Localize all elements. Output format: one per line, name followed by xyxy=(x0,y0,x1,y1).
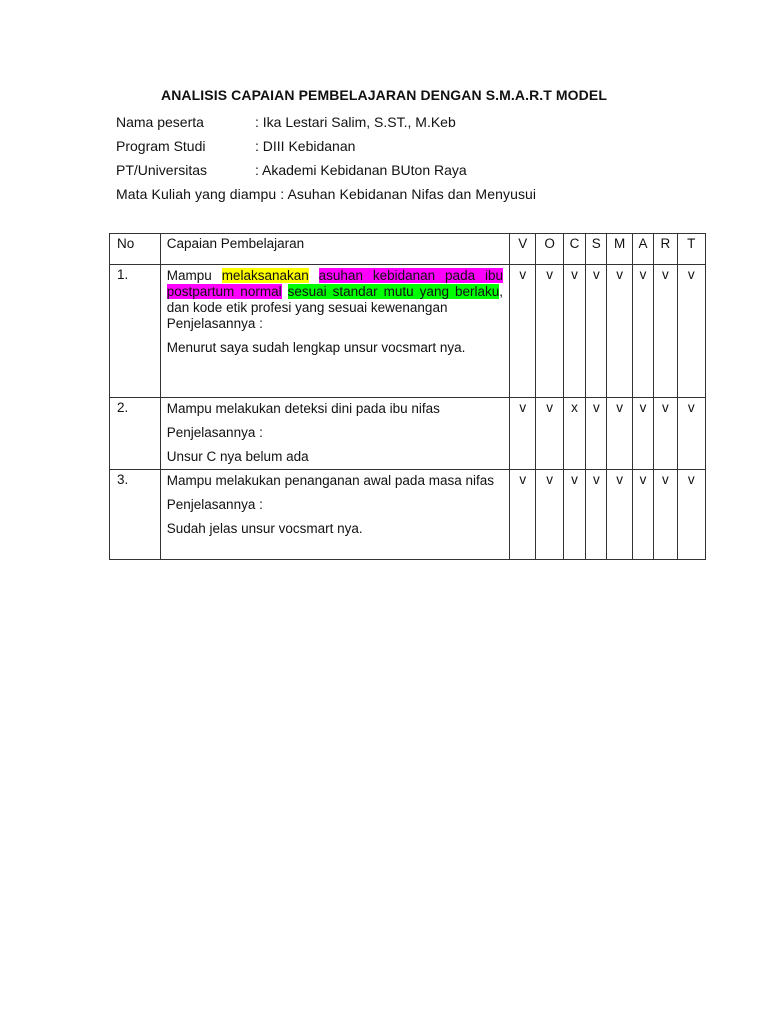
capaian-text: Mampu melakukan penanganan awal pada masa nifas xyxy=(166,473,494,488)
mark-cell: v xyxy=(586,470,607,560)
header-letter: C xyxy=(563,234,585,265)
info-row-nama xyxy=(116,114,456,130)
mark-cell: v xyxy=(510,398,536,470)
info-value: : DIII Kebidanan xyxy=(255,138,356,154)
mark-cell: v xyxy=(632,470,653,560)
mark-cell: v xyxy=(677,398,706,470)
info-value: : Ika Lestari Salim, S.ST., M.Keb xyxy=(255,114,456,130)
info-row-pt xyxy=(116,162,467,178)
mark-cell: v xyxy=(536,265,563,398)
header-letter: V xyxy=(510,234,536,265)
info-label: Nama peserta xyxy=(116,114,204,130)
explanation-label: Penjelasannya : xyxy=(166,316,263,331)
mark-cell: v xyxy=(563,470,585,560)
text-segment: Mampu xyxy=(166,268,222,283)
mark-cell: v xyxy=(677,265,706,398)
info-label: Program Studi xyxy=(116,138,206,154)
mark-cell: v xyxy=(563,265,585,398)
table-row xyxy=(110,398,706,470)
mark-cell: v xyxy=(607,470,632,560)
document-title: ANALISIS CAPAIAN PEMBELAJARAN DENGAN S.M.A.R.T MODEL xyxy=(161,87,607,103)
explanation-label: Penjelasannya : xyxy=(166,425,263,440)
row-description xyxy=(160,398,509,470)
header-letter: T xyxy=(677,234,706,265)
highlight-yellow: melaksanakan xyxy=(221,268,309,283)
header-capaian: Capaian Pembelajaran xyxy=(160,234,509,265)
row-number: 3. xyxy=(110,470,161,560)
row-number: 2. xyxy=(110,398,161,470)
info-row-matakuliah: Mata Kuliah yang diampu : Asuhan Kebidanan Nifas dan Menyusui xyxy=(116,186,537,202)
capaian-table xyxy=(109,233,706,560)
mark-cell: v xyxy=(632,265,653,398)
explanation-label: Penjelasannya : xyxy=(166,497,263,512)
mark-cell: v xyxy=(677,470,706,560)
mark-cell: v xyxy=(536,470,563,560)
explanation-text: Sudah jelas unsur vocsmart nya. xyxy=(166,521,363,536)
explanation-text: Unsur C nya belum ada xyxy=(166,449,309,464)
capaian-text xyxy=(167,268,503,316)
header-letter: O xyxy=(536,234,563,265)
header-letter: A xyxy=(632,234,653,265)
mark-cell: v xyxy=(607,398,632,470)
table-row xyxy=(110,265,706,398)
info-value: : Akademi Kebidanan BUton Raya xyxy=(255,162,467,178)
mark-cell: v xyxy=(654,398,677,470)
mark-cell: v xyxy=(607,265,632,398)
highlight-green: sesuai standar mutu yang berlaku xyxy=(287,284,500,299)
mark-cell: v xyxy=(654,265,677,398)
header-no: No xyxy=(110,234,161,265)
header-letter: S xyxy=(586,234,607,265)
text-segment xyxy=(282,284,288,299)
text-segment: , dan kode etik profesi yang sesuai kewenangan xyxy=(166,284,504,315)
mark-cell: v xyxy=(510,265,536,398)
capaian-text: Mampu melakukan deteksi dini pada ibu nifas xyxy=(166,401,440,416)
header-letter: R xyxy=(654,234,677,265)
header-letter: M xyxy=(607,234,632,265)
highlight-magenta: asuhan kebidanan pada ibu postpartum normal xyxy=(166,268,504,299)
mark-cell: v xyxy=(654,470,677,560)
mark-cell: v xyxy=(586,265,607,398)
row-description xyxy=(160,265,509,398)
table-header-row xyxy=(110,234,706,265)
mark-cell: x xyxy=(563,398,585,470)
explanation-text: Menurut saya sudah lengkap unsur vocsmart nya. xyxy=(166,340,466,355)
mark-cell: v xyxy=(586,398,607,470)
mark-cell: v xyxy=(510,470,536,560)
info-row-prodi xyxy=(116,138,355,154)
table-row xyxy=(110,470,706,560)
row-number: 1. xyxy=(110,265,161,398)
mark-cell: v xyxy=(632,398,653,470)
text-segment xyxy=(309,268,319,283)
info-label: PT/Universitas xyxy=(116,162,208,178)
row-description xyxy=(160,470,509,560)
mark-cell: v xyxy=(536,398,563,470)
